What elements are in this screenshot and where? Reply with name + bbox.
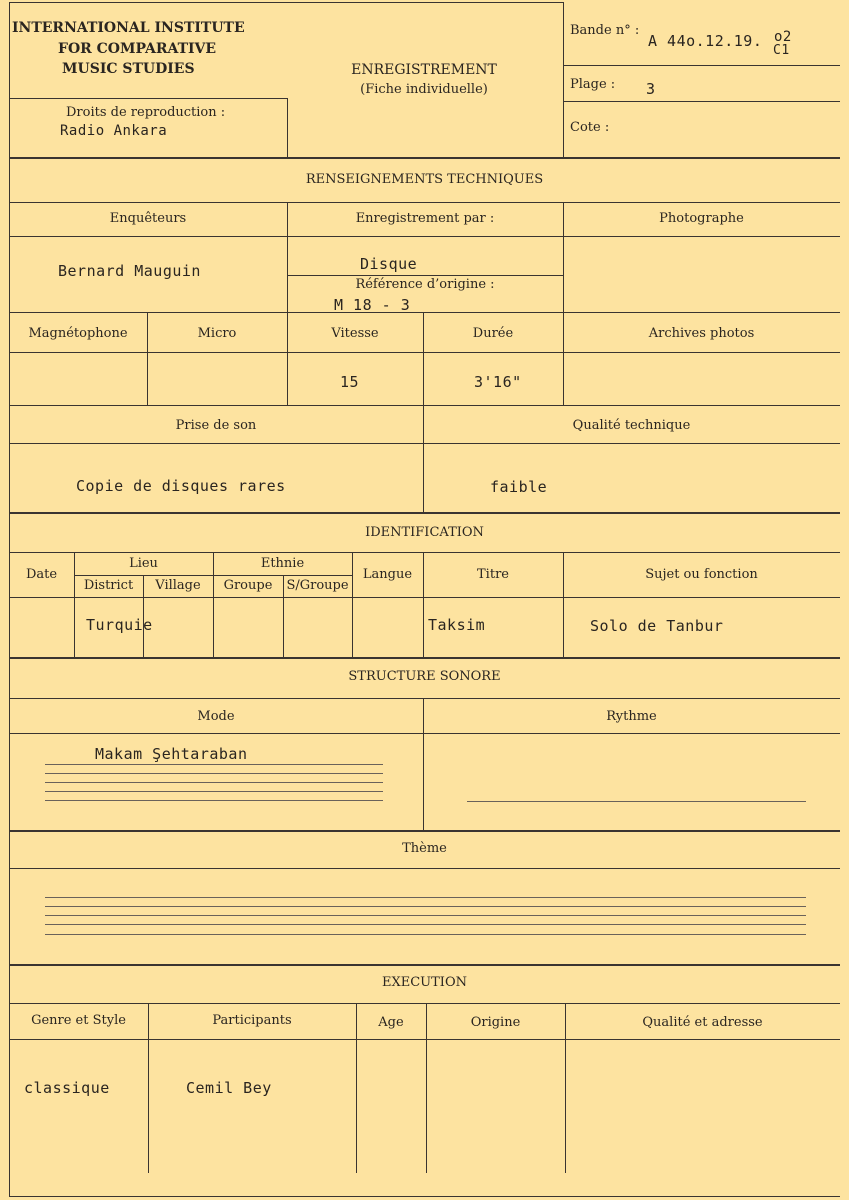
rule xyxy=(9,352,840,353)
participants-value: Cemil Bey xyxy=(186,1079,272,1097)
micro-label: Micro xyxy=(197,326,237,341)
writing-line xyxy=(45,934,806,935)
form-title: ENREGISTREMENT xyxy=(351,62,497,78)
group-label: Groupe xyxy=(223,578,273,593)
recorded-by-value: Disque xyxy=(360,255,418,273)
rule xyxy=(563,202,564,312)
track-value: 3 xyxy=(646,80,656,98)
rule xyxy=(565,1003,566,1173)
rule xyxy=(9,1003,840,1004)
writing-line xyxy=(467,801,806,802)
writing-line xyxy=(45,782,383,783)
writing-line xyxy=(45,773,383,774)
rule xyxy=(9,312,840,313)
rule xyxy=(287,312,288,405)
village-label: Village xyxy=(155,578,201,593)
origin-label: Origine xyxy=(470,1015,521,1030)
rule xyxy=(9,698,840,699)
rule xyxy=(287,275,563,276)
rule xyxy=(9,443,840,444)
rule xyxy=(423,405,424,512)
rule xyxy=(9,657,840,659)
rule xyxy=(426,1003,427,1173)
address-label: Qualité et adresse xyxy=(642,1015,763,1030)
recorder-label: Magnétophone xyxy=(28,326,128,341)
band-label: Bande n° : xyxy=(570,23,640,38)
institute-line-2: FOR COMPARATIVE xyxy=(58,41,217,57)
title-value: Taksim xyxy=(428,616,486,634)
writing-line xyxy=(45,915,806,916)
rule xyxy=(9,597,840,598)
rule xyxy=(9,964,840,966)
district-label: District xyxy=(83,578,134,593)
rule xyxy=(352,552,353,657)
rule xyxy=(147,312,148,405)
quality-label: Qualité technique xyxy=(572,418,691,433)
form-subtitle: (Fiche individuelle) xyxy=(360,82,488,97)
subgroup-label: S/Groupe xyxy=(286,578,349,593)
rule xyxy=(9,157,840,159)
speed-label: Vitesse xyxy=(331,326,379,341)
genre-value: classique xyxy=(24,1079,110,1097)
investigators-label: Enquêteurs xyxy=(109,211,187,226)
quality-value: faible xyxy=(490,478,548,496)
investigators-value: Bernard Mauguin xyxy=(58,262,201,280)
writing-line xyxy=(45,791,383,792)
ident-section-title: IDENTIFICATION xyxy=(365,525,484,540)
rule xyxy=(563,312,564,405)
rule xyxy=(356,1003,357,1173)
writing-line xyxy=(45,764,383,765)
rule xyxy=(74,552,75,657)
photographer-label: Photographe xyxy=(659,211,744,226)
origin-ref-value: M 18 - 3 xyxy=(334,296,411,314)
rule xyxy=(423,698,424,830)
duration-label: Durée xyxy=(472,326,514,341)
rule xyxy=(9,733,840,734)
sound-label: Prise de son xyxy=(175,418,257,433)
rule xyxy=(423,312,424,405)
participants-label: Participants xyxy=(212,1013,292,1028)
duration-value: 3'16" xyxy=(474,373,522,391)
rights-value: Radio Ankara xyxy=(60,123,168,139)
subject-label: Sujet ou fonction xyxy=(645,567,758,582)
band-value: A 44o.12.19. xyxy=(648,32,763,50)
photo-archive-label: Archives photos xyxy=(648,326,755,341)
structure-section-title: STRUCTURE SONORE xyxy=(348,669,501,684)
band-sub: C1 xyxy=(773,43,790,58)
tech-section-title: RENSEIGNEMENTS TECHNIQUES xyxy=(305,172,544,187)
writing-line xyxy=(45,924,806,925)
mode-label: Mode xyxy=(197,709,235,724)
rhythm-label: Rythme xyxy=(606,709,657,724)
rule xyxy=(9,405,840,406)
rule xyxy=(9,236,840,237)
ethnic-label: Ethnie xyxy=(260,556,305,571)
rule xyxy=(283,575,284,657)
writing-line xyxy=(45,906,806,907)
rule xyxy=(563,2,564,157)
execution-section-title: EXECUTION xyxy=(382,975,467,990)
district-value: Turquie xyxy=(86,616,153,634)
genre-label: Genre et Style xyxy=(31,1013,126,1028)
rule xyxy=(148,1003,149,1173)
speed-value: 15 xyxy=(340,373,360,391)
place-label: Lieu xyxy=(129,556,158,571)
writing-line xyxy=(45,800,383,801)
institute-line-1: INTERNATIONAL INSTITUTE xyxy=(12,20,245,36)
sound-value: Copie de disques rares xyxy=(76,477,286,495)
rule xyxy=(563,101,840,102)
rule xyxy=(9,868,840,869)
cote-label: Cote : xyxy=(570,120,610,135)
institute-line-3: MUSIC STUDIES xyxy=(62,61,195,77)
rule xyxy=(287,202,288,312)
origin-ref-label: Référence d’origine : xyxy=(355,277,495,292)
rule xyxy=(9,552,840,553)
rule xyxy=(423,552,424,657)
writing-line xyxy=(45,897,806,898)
rule xyxy=(9,98,287,99)
band-sup: o2 xyxy=(774,29,792,45)
rights-label: Droits de reproduction : xyxy=(66,105,226,120)
title-label: Titre xyxy=(477,567,509,582)
date-label: Date xyxy=(25,567,58,582)
rule xyxy=(9,512,840,514)
language-label: Langue xyxy=(362,567,413,582)
mode-value: Makam Şehtaraban xyxy=(95,745,248,763)
rule xyxy=(9,1196,840,1197)
rule xyxy=(213,552,214,657)
subject-value: Solo de Tanbur xyxy=(590,617,724,635)
track-label: Plage : xyxy=(570,77,616,92)
rule xyxy=(563,552,564,657)
rule xyxy=(563,65,840,66)
recorded-by-label: Enregistrement par : xyxy=(355,211,495,226)
rule xyxy=(9,1039,840,1040)
rule xyxy=(287,98,288,157)
theme-label: Thème xyxy=(402,841,447,856)
rule xyxy=(9,202,840,203)
age-label: Age xyxy=(378,1015,404,1030)
rule xyxy=(9,2,564,3)
rule xyxy=(9,830,840,832)
